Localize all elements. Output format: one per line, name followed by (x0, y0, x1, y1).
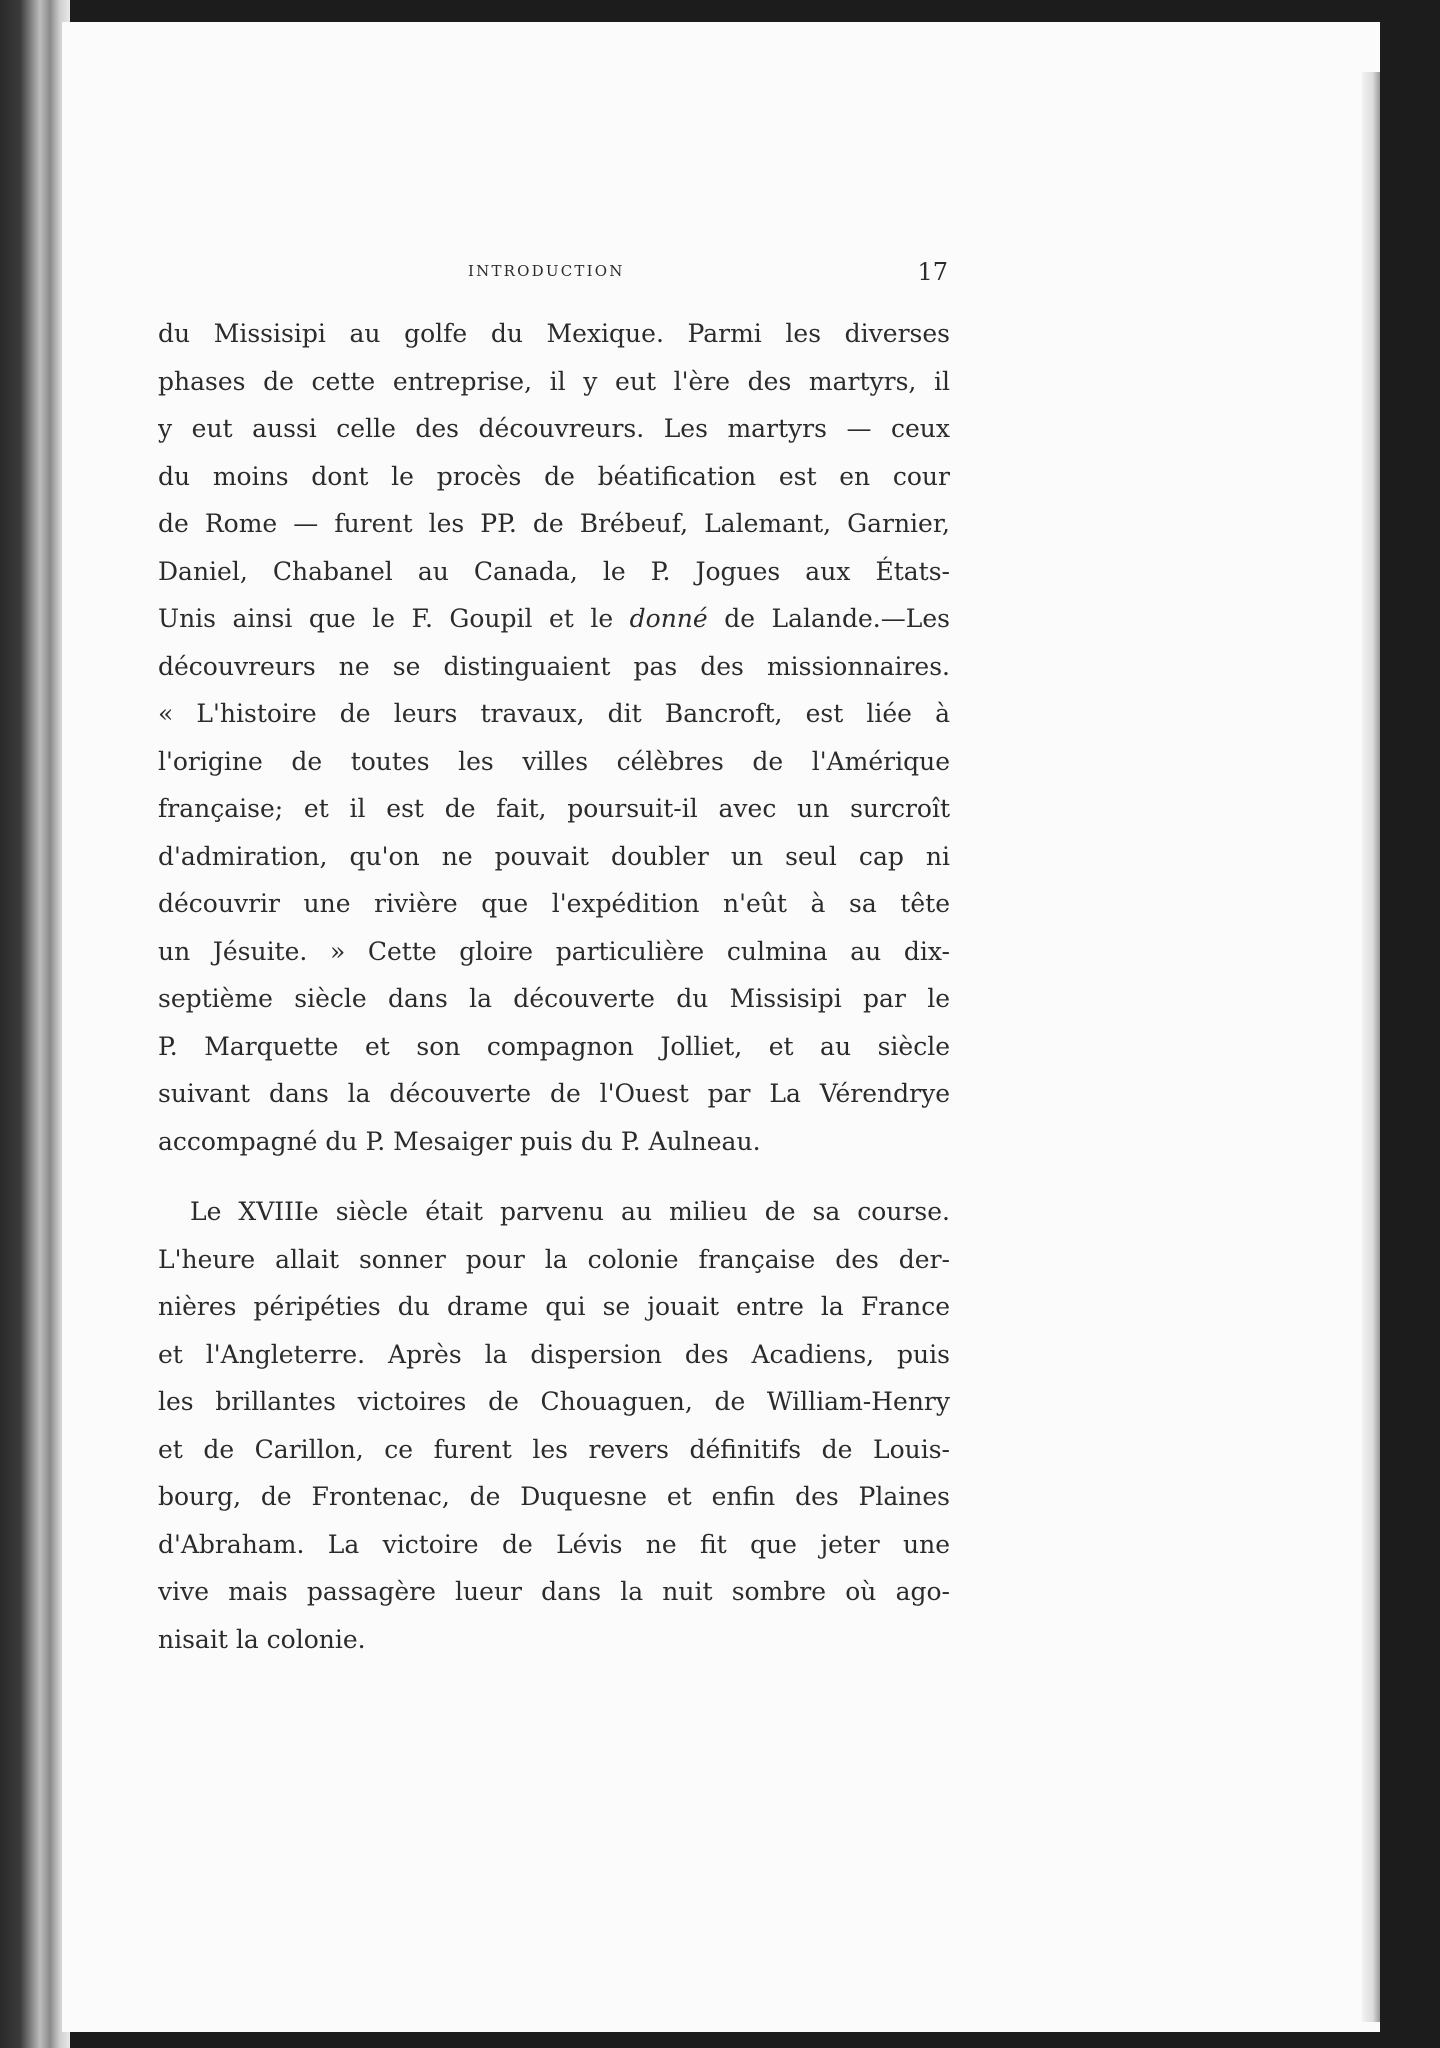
text-line: nières péripéties du drame qui se jouait entre la France (158, 1292, 950, 1321)
text-line: du moins dont le procès de béatification est en cour (158, 461, 950, 491)
text-line: et l'Angleterre. Après la dispersion des Acadiens, puis (158, 1339, 950, 1369)
text-line: bourg, de Frontenac, de Duquesne et enfin des Plaines (158, 1482, 950, 1511)
text-line: suivant dans la découverte de l'Ouest par La Vérendrye (158, 1079, 950, 1108)
text-line-with-italic (158, 595, 950, 643)
paragraph-2 (158, 1188, 950, 1663)
previous-page-edge (0, 0, 70, 2048)
text-line: accompagné du P. Mesaiger puis du P. Aulneau. (158, 1126, 761, 1156)
page-number: 17 (917, 258, 948, 286)
text-segment: de Lalande.—Les (724, 604, 950, 633)
text-line: vive mais passagère lueur dans la nuit sombre où ago- (158, 1577, 950, 1606)
text-line: découvrir une rivière que l'expédition n'eût à sa tête (158, 889, 950, 918)
text-line: P. Marquette et son compagnon Jolliet, et au siècle (158, 1031, 950, 1061)
running-head: INTRODUCTION (468, 262, 625, 280)
text-line: française; et il est de fait, poursuit-il avec un surcroît (158, 794, 950, 823)
text-line: L'heure allait sonner pour la colonie française des der- (158, 1244, 950, 1274)
text-line: du Missisipi au golfe du Mexique. Parmi les diverses (158, 319, 950, 348)
text-line: et de Carillon, ce furent les revers définitifs de Louis- (158, 1434, 950, 1464)
text-line: d'admiration, qu'on ne pouvait doubler un seul cap ni (158, 841, 950, 871)
text-segment: Unis ainsi que le F. Goupil et le (158, 604, 614, 633)
text-line: un Jésuite. » Cette gloire particulière culmina au dix- (158, 936, 950, 966)
page-thickness-edge (1362, 72, 1380, 2022)
text-line: les brillantes victoires de Chouaguen, de William-Henry (158, 1387, 950, 1416)
text-line: Daniel, Chabanel au Canada, le P. Jogues aux États- (158, 556, 950, 586)
text-line: nisait la colonie. (158, 1624, 366, 1654)
italic-word: donné (629, 604, 708, 633)
text-line: découvreurs ne se distinguaient pas des missionnaires. (158, 651, 950, 681)
text-line: l'origine de toutes les villes célèbres de l'Amérique (158, 746, 950, 776)
text-line: y eut aussi celle des découvreurs. Les martyrs — ceux (158, 414, 950, 443)
page-header (468, 258, 948, 298)
paragraph-1 (158, 310, 950, 1165)
text-line: d'Abraham. La victoire de Lévis ne fit que jeter une (158, 1529, 950, 1559)
text-line: « L'histoire de leurs travaux, dit Bancroft, est liée à (158, 699, 950, 728)
text-line: de Rome — furent les PP. de Brébeuf, Lalemant, Garnier, (158, 509, 950, 538)
text-line: septième siècle dans la découverte du Missisipi par le (158, 984, 950, 1013)
text-line: Le XVIIIe siècle était parvenu au milieu de sa course. (190, 1197, 950, 1226)
text-line: phases de cette entreprise, il y eut l'ère des martyrs, il (158, 366, 950, 396)
